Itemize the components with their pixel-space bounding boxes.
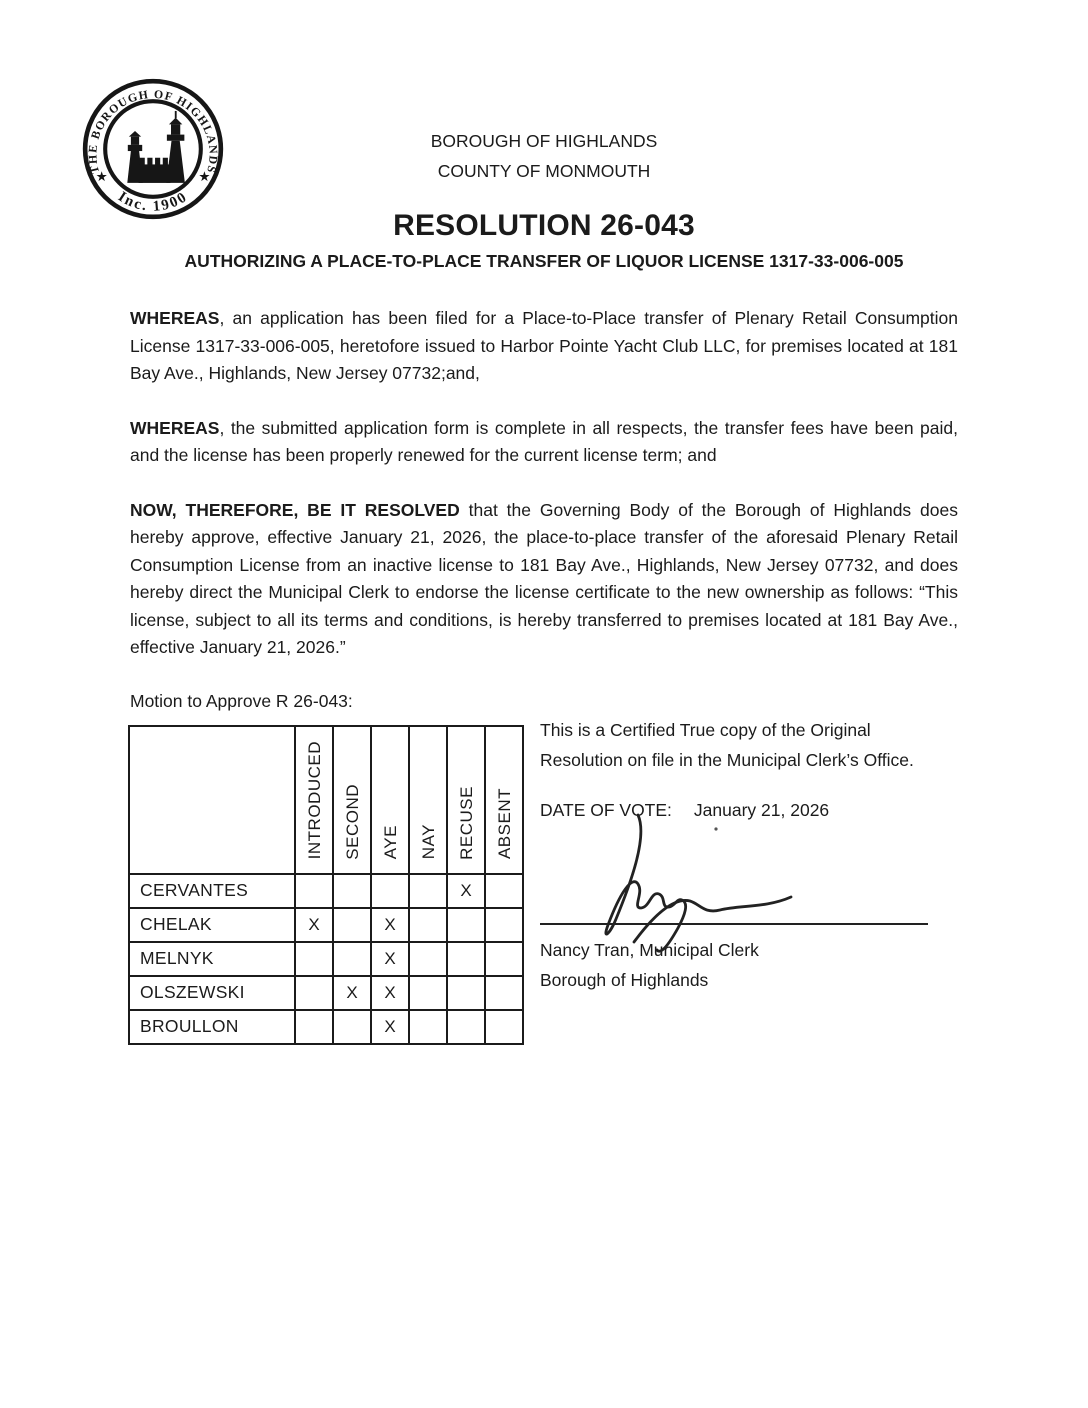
resolution-subtitle: AUTHORIZING A PLACE-TO-PLACE TRANSFER OF LIQUOR LICENSE 1317-33-006-005 [184,251,904,271]
vote-mark [485,942,523,976]
signer-name: Nancy Tran, Municipal Clerk [540,939,759,960]
vote-mark [485,1010,523,1044]
vote-mark [333,1010,371,1044]
table-row [129,942,523,976]
column-header-aye: AYE [371,726,409,874]
seal-twin-lights-icon [127,111,185,183]
table-row [129,874,523,908]
paragraph-text: , the submitted application form is complete in all respects, the transfer fees have been paid, and the license has been properly renewed for the current license term; and [130,417,958,465]
seal-ring-text: THE BOROUGH OF HIGHLANDS [85,86,221,176]
table-row [129,976,523,1010]
column-header-nay: NAY [409,726,447,874]
signature-area [540,823,932,925]
signer-org: Borough of Highlands [540,969,709,990]
vote-mark [409,908,447,942]
paragraph-resolved [130,497,958,662]
vote-table-header-row [129,726,523,874]
seal-bottom-text: Inc. 1900 [115,188,191,215]
member-name: MELNYK [129,942,295,976]
vote-table [128,725,524,1045]
certification-text: This is a Certified True copy of the Original Resolution on file in the Municipal Clerk’s Office. [540,719,914,770]
vote-table-corner-cell [129,726,295,874]
vote-mark [295,1010,333,1044]
vote-mark [295,874,333,908]
vote-mark [371,874,409,908]
vote-mark [409,976,447,1010]
vote-mark [409,942,447,976]
vote-mark: X [447,874,485,908]
paragraph-whereas-1 [130,305,958,388]
paragraph-lead: WHEREAS [130,308,220,328]
vote-mark [485,908,523,942]
column-header-absent: ABSENT [485,726,523,874]
vote-mark: X [333,976,371,1010]
column-header-recuse: RECUSE [447,726,485,874]
vote-mark: X [371,976,409,1010]
paragraph-lead: WHEREAS [130,417,220,438]
table-row [129,1010,523,1044]
seal-star-right-icon: ★ [198,168,211,184]
vote-mark [485,874,523,908]
vote-and-certification-section [128,719,1088,1045]
vote-mark [409,874,447,908]
date-of-vote-label: DATE OF VOTE: [540,799,672,820]
vote-mark [409,1010,447,1044]
county-name: COUNTY OF MONMOUTH [437,161,651,181]
vote-mark [447,1010,485,1044]
member-name: CERVANTES [129,874,295,908]
vote-mark [447,942,485,976]
vote-mark [333,874,371,908]
member-name: BROULLON [129,1010,295,1044]
seal-star-left-icon: ★ [95,168,108,184]
paragraph-lead: NOW, THEREFORE, BE IT RESOLVED [130,499,460,520]
date-of-vote-line [540,798,932,823]
vote-mark: X [295,908,333,942]
motion-label: Motion to Approve R 26-043: [130,690,353,711]
vote-mark: X [371,942,409,976]
paragraph-text: , an application has been filed for a Place-to-Place transfer of Plenary Retail Consumption License 1317-33-006-005, heretofore issued to Harbor Pointe Yacht Club LLC, for premises located at 181 Bay Ave., Highlands, New Jersey 07732;and, [130,308,958,383]
date-of-vote-value: January 21, 2026 [693,799,830,820]
org-name: BOROUGH OF HIGHLANDS [430,131,658,151]
signature-line [540,923,928,925]
vote-mark [295,942,333,976]
resolution-title: RESOLUTION 26-043 [393,209,695,242]
resolution-body [130,305,958,662]
certification-block [540,715,932,995]
paragraph-text: that the Governing Body of the Borough of Highlands does hereby approve, effective January 21, 2026, the place-to-place transfer of the aforesaid Plenary Retail Consumption License from an inactive license to 181 Bay Ave., Highlands, New Jersey 07732, and does hereby direct the Municipal Clerk to endorse the license certificate to the new ownership as follows: “This license, subject to all its terms and conditions, is hereby transferred to premises located at 181 Bay Ave., effective January 21, 2026.” [130,499,958,657]
vote-mark: X [371,908,409,942]
vote-mark [447,908,485,942]
vote-mark: X [371,1010,409,1044]
paragraph-whereas-2 [130,415,958,470]
vote-mark [447,976,485,1010]
vote-mark [295,976,333,1010]
signer-block [540,935,932,995]
column-header-introduced: INTRODUCED [295,726,333,874]
member-name: CHELAK [129,908,295,942]
member-name: OLSZEWSKI [129,976,295,1010]
table-row [129,908,523,942]
vote-mark [333,908,371,942]
vote-mark [333,942,371,976]
column-header-second: SECOND [333,726,371,874]
vote-mark [485,976,523,1010]
borough-seal [80,76,226,222]
